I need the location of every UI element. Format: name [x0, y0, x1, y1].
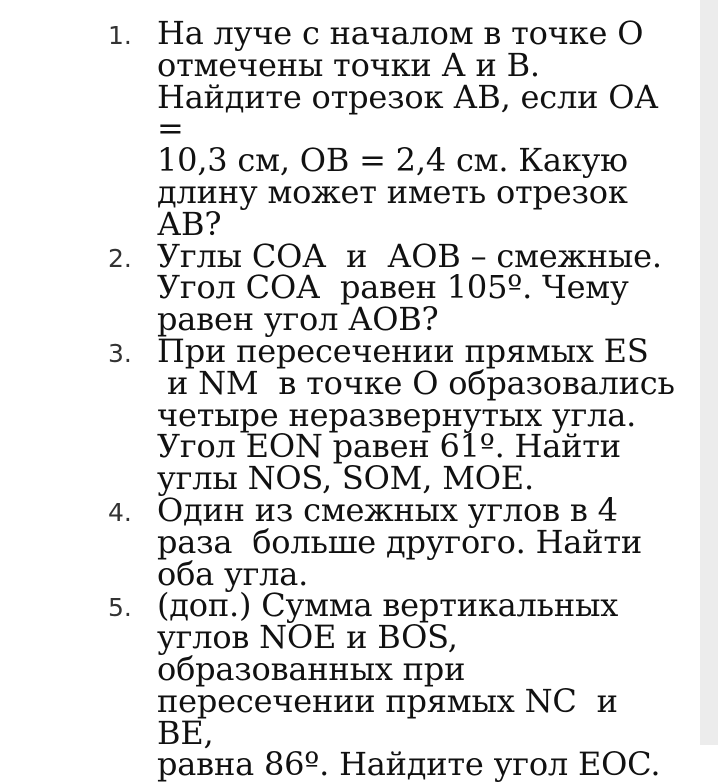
problem-number: 2. — [108, 243, 132, 273]
problem-list — [0, 14, 700, 783]
problem-number: 1. — [108, 21, 132, 50]
problem-text: Один из смежных углов в 4 раза больше другого. Найти оба угла. — [157, 490, 642, 593]
problem-number: 5. — [108, 593, 132, 623]
problem-text: На луче с началом в точке О отмечены точки А и В. Найдите отрезок АВ, если ОА = 10,3 см, ОВ = 2,4 см. Какую длину может иметь отрезок АВ? — [157, 14, 659, 243]
page-edge — [700, 0, 718, 745]
problem-item-1 — [0, 14, 700, 243]
problem-text: (доп.) Сумма вертикальных углов NOE и BOS, образованных при пересечении прямых NC и BE, равна 86º. Найдите угол EOC. — [157, 586, 661, 783]
problem-item-2 — [0, 236, 700, 339]
problem-text: Углы СОА и АОВ – смежные. Угол СОА равен 105º. Чему равен угол АОВ? — [157, 236, 662, 339]
problem-item-5 — [0, 586, 700, 783]
problem-item-4 — [0, 490, 700, 593]
problem-number: 4. — [108, 497, 132, 527]
problem-item-3 — [0, 331, 700, 498]
problem-text: При пересечении прямых ES и NM в точке О образовались четыре неразвернутых угла. Угол EON равен 61º. Найти углы NOS, SOM, MOE. — [157, 331, 675, 498]
problem-number: 3. — [108, 338, 132, 368]
